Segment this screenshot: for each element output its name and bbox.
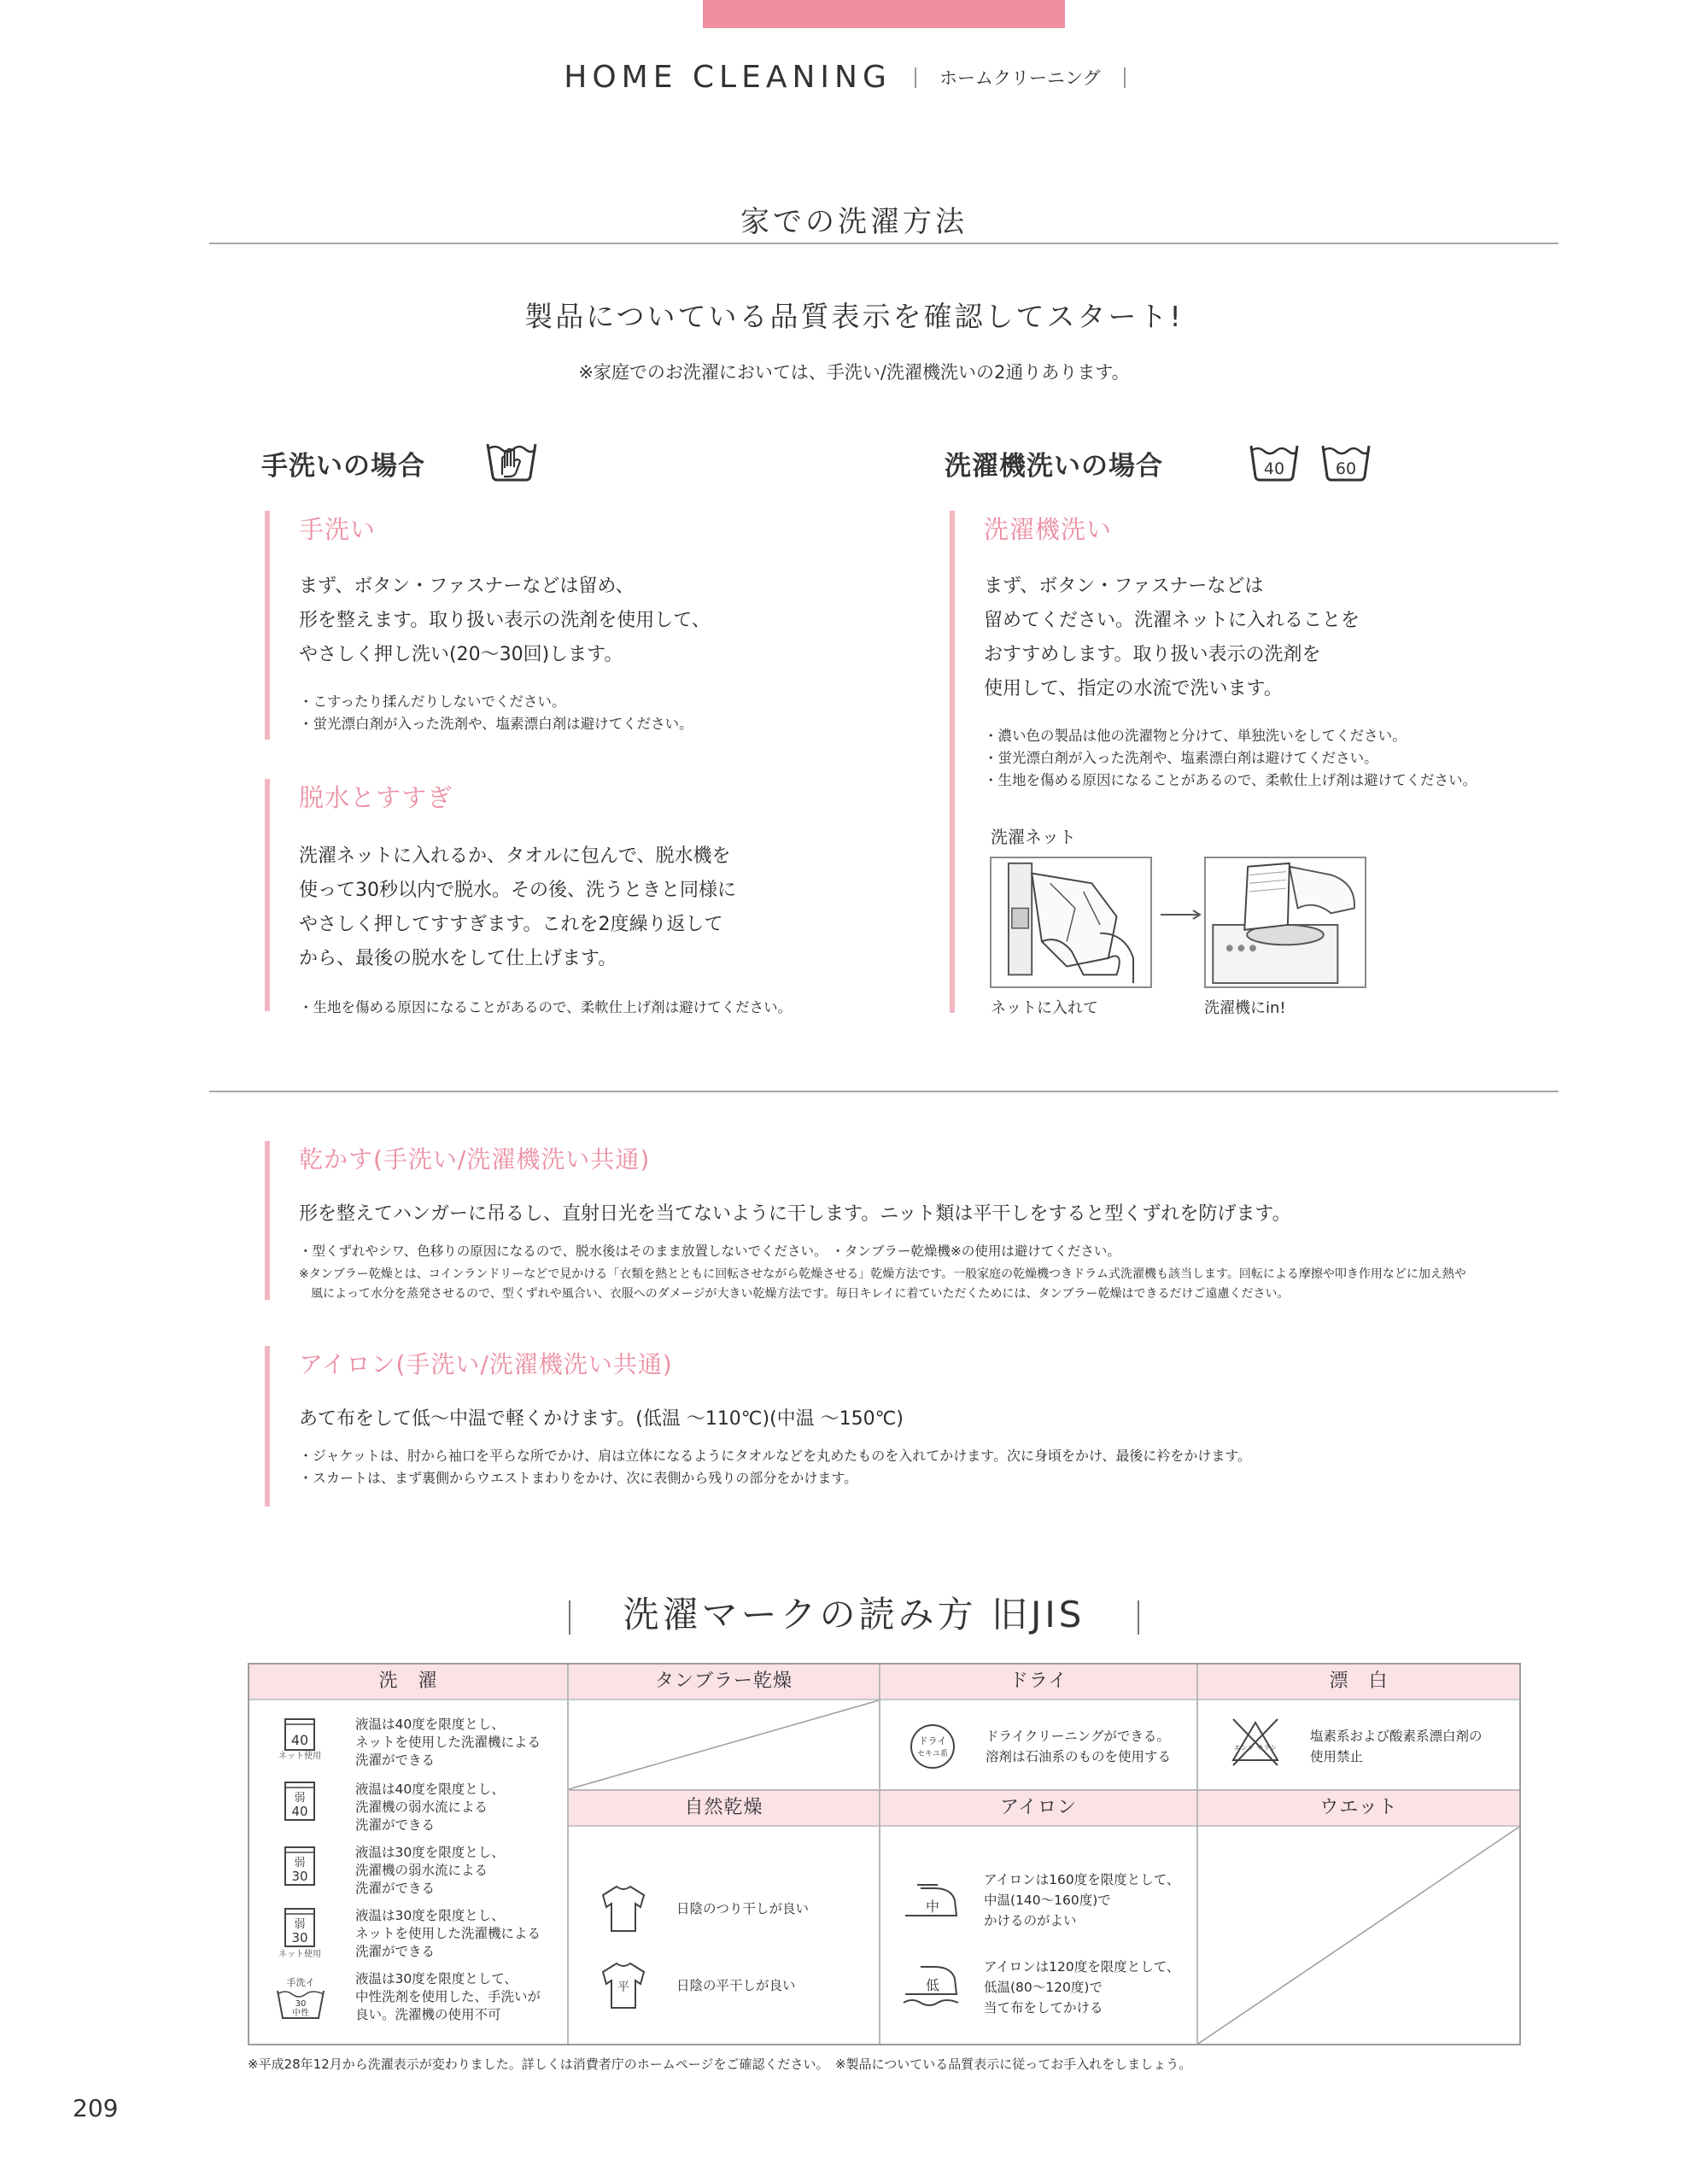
svg-text:ネット使用: ネット使用: [278, 1752, 321, 1761]
wash-weak-40-icon: [282, 1779, 319, 1823]
lead-text: 製品についている品質表示を確認してスタート!: [524, 300, 1184, 333]
hand-wash-icon: [485, 439, 538, 483]
note-line: ・生地を傷める原因になることがあるので、柔軟仕上げ剤は避けてください。: [299, 999, 793, 1015]
body-line: まず、ボタン・ファスナーなどは: [984, 576, 1264, 597]
row-line: 中温(140〜160度)で: [984, 1893, 1111, 1908]
iron-body: あて布をして低〜中温で軽くかけます。(低温 〜110℃)(中温 〜150℃): [299, 1408, 904, 1430]
row-line: 洗濯機の弱水流による: [355, 1799, 488, 1815]
svg-text:弱: 弱: [294, 1792, 306, 1805]
row-line: 洗濯ができる: [355, 1944, 436, 1959]
svg-text:低: 低: [925, 1977, 940, 1993]
spin-rinse-subtitle: 脱水とすすぎ: [299, 783, 453, 812]
row-line: 洗濯ができる: [355, 1817, 436, 1833]
caption-machine-in: 洗濯機にin!: [1204, 999, 1286, 1017]
body-line: やさしく押してすすぎます。これを2度繰り返して: [299, 914, 723, 935]
row-line: ドライクリーニングができる。: [986, 1729, 1170, 1744]
wash-row-5-text: [355, 1970, 541, 2024]
iron-notes: [299, 1445, 1251, 1489]
row-line: 洗濯機の弱水流による: [355, 1863, 488, 1878]
row-line: かけるのがよい: [984, 1913, 1077, 1928]
body-line: から、最後の脱水をして仕上げます。: [299, 948, 617, 969]
header-separator: [915, 67, 916, 88]
old-jis-title-text: 洗濯マークの読み方: [623, 1594, 977, 1635]
svg-text:弱: 弱: [294, 1918, 306, 1931]
spin-rinse-notes: [299, 997, 792, 1019]
row-line: 塩素系および酸素系漂白剤の: [1310, 1729, 1483, 1744]
svg-text:手洗イ: 手洗イ: [286, 1977, 315, 1988]
body-line: 使って30秒以内で脱水。その後、洗うときと同様に: [299, 880, 736, 901]
note-line: ・型くずれやシワ、色移りの原因になるので、脱水後はそのまま放置しないでください。 ・タンブラー乾燥機※の使用は避けてください。: [299, 1243, 1120, 1259]
row-line: 溶剤は石油系のものを使用する: [986, 1749, 1172, 1764]
dry-notes: [299, 1242, 1466, 1304]
wash-weak-30-net-icon: [278, 1905, 321, 1959]
header-tumble-dry: タンブラー乾燥: [569, 1665, 879, 1700]
iron-medium-icon: [900, 1880, 963, 1926]
svg-text:30: 30: [291, 1869, 308, 1884]
section-title: 家での洗濯方法: [740, 205, 968, 239]
svg-text:40: 40: [291, 1804, 308, 1819]
line-dry-shade-icon: [598, 1881, 649, 1936]
svg-text:弱: 弱: [294, 1857, 306, 1869]
row-line: 液温は40度を限度とし、: [355, 1782, 505, 1797]
iron-medium-text: [984, 1869, 1179, 1931]
body-line: まず、ボタン・ファスナーなどは留め、: [299, 576, 635, 597]
hand-wash-notes: [299, 691, 711, 735]
page-number: 209: [73, 2094, 119, 2122]
machine-wash-subtitle: 洗濯機洗い: [984, 515, 1113, 544]
svg-text:40: 40: [1263, 459, 1285, 478]
machine-illustration: [1204, 857, 1366, 988]
hand-wash-heading: 手洗いの場合: [261, 451, 425, 482]
iron-low-text: [984, 1957, 1179, 2018]
header-bleach: 漂 白: [1198, 1665, 1519, 1700]
tumble-dry-empty-cell: [569, 1700, 879, 1789]
note-line: 風によって水分を蒸発させるので、型くずれや風合い、衣服へのダメージが大きい乾燥方法です。毎日キレイに着ていただくためには、タンブラー乾燥はできるだけご遠慮ください。: [299, 1287, 1290, 1301]
iron-subtitle: アイロン(手洗い/洗濯機洗い共通): [299, 1350, 673, 1378]
old-jis-badge: 旧JIS: [991, 1587, 1085, 1638]
wash-weak-30-icon: [282, 1844, 319, 1888]
net-illustration: [990, 857, 1152, 988]
wash-row-3-text: [355, 1844, 505, 1898]
wash-row-1-text: [355, 1716, 541, 1770]
note-line: ・蛍光漂白剤が入った洗剤や、塩素漂白剤は避けてください。: [299, 716, 693, 732]
arrow-right-icon: [1159, 909, 1203, 921]
spin-rinse-block: [265, 779, 793, 1015]
row-line: アイロンは120度を限度として、: [984, 1959, 1180, 1975]
row-line: 液温は40度を限度とし、: [355, 1717, 505, 1732]
page-header: [0, 60, 1708, 95]
row-line: 中性洗剤を使用した、手洗いが: [355, 1989, 541, 2004]
header-separator-end: [1124, 67, 1126, 88]
title-bar-right: [1138, 1600, 1139, 1635]
machine-wash-body: [984, 570, 1477, 706]
svg-text:ドライ: ドライ: [918, 1735, 947, 1747]
row-line: 液温は30度を限度とし、: [355, 1845, 505, 1860]
dry-clean-text: [986, 1726, 1171, 1767]
dry-body: 形を整えてハンガーに吊るし、直射日光を当てないように干します。ニット類は平干しをすると型くずれを防げます。: [299, 1203, 1291, 1225]
caption-put-in-net: ネットに入れて: [991, 999, 1098, 1017]
row-line: アイロンは160度を限度として、: [984, 1872, 1180, 1887]
header-wash: 洗 濯: [249, 1665, 567, 1700]
hand-wash-body: [299, 570, 711, 672]
wash-row-4-text: [355, 1907, 541, 1961]
dry-subtitle: 乾かす(手洗い/洗濯機洗い共通): [299, 1145, 651, 1173]
note-line: ・ジャケットは、肘から袖口を平らな所でかけ、肩は立体になるようにタオルなどを丸めたものを入れてかけます。次に身頃をかけ、最後に衿をかけます。: [299, 1448, 1252, 1464]
line-dry-text: 日陰のつり干しが良い: [676, 1901, 810, 1916]
footnote: ※平成28年12月から洗濯表示が変わりました。詳しくは消費者庁のホームページをご確認ください。 ※製品についている品質表示に従ってお手入れをしましょう。: [248, 2057, 1192, 2072]
row-line: 液温は30度を限度として、: [355, 1971, 518, 1986]
hand-wash-subtitle: 手洗い: [299, 515, 377, 544]
body-line: 留めてください。洗濯ネットに入れることを: [984, 610, 1360, 631]
wash-row-2-text: [355, 1781, 505, 1834]
care-label-table: [248, 1663, 1521, 2045]
header-wet: ウエット: [1198, 1789, 1519, 1827]
header-title-en: HOME CLEANING: [564, 60, 892, 95]
hand-wash-30-neutral-icon: [275, 1975, 326, 2023]
wet-empty-cell: [1198, 1827, 1519, 2044]
svg-text:中性: 中性: [292, 2009, 309, 2018]
machine-wash-heading: 洗濯機洗いの場合: [945, 451, 1163, 482]
iron-block: [265, 1346, 1251, 1507]
title-bar-left: [569, 1600, 570, 1635]
svg-text:30: 30: [295, 1999, 307, 2009]
row-line: 洗濯ができる: [355, 1752, 436, 1768]
note-line: ※タンブラー乾燥とは、コインランドリーなどで見かける「衣類を熱とともに回転させながら乾燥させる」乾燥方法です。一般家庭の乾燥機つきドラム式洗濯機も該当します。回転による摩擦や叩き作用などに加え熱や: [299, 1267, 1466, 1281]
section-rule-top: [209, 243, 1559, 244]
flat-dry-shade-icon: [598, 1958, 649, 2013]
old-jis-title: [0, 1587, 1708, 1638]
header-title-jp: ホームクリーニング: [939, 67, 1101, 89]
svg-text:平: 平: [617, 1981, 629, 1994]
svg-text:エンソ サラシ: エンソ サラシ: [1233, 1744, 1278, 1752]
lead-note: ※家庭でのお洗濯においては、手洗い/洗濯機洗いの2通りあります。: [578, 362, 1130, 383]
wash-60-icon: [1320, 441, 1372, 482]
section-rule-middle: [209, 1091, 1559, 1092]
svg-text:中: 中: [925, 1899, 940, 1915]
body-line: 形を整えます。取り扱い表示の洗剤を使用して、: [299, 610, 711, 631]
row-line: 液温は30度を限度とし、: [355, 1908, 505, 1923]
header-iron: アイロン: [880, 1789, 1196, 1827]
no-chlorine-bleach-icon: [1228, 1716, 1283, 1767]
body-line: やさしく押し洗い(20〜30回)します。: [299, 644, 623, 665]
row-line: 使用禁止: [1310, 1749, 1364, 1764]
svg-text:60: 60: [1335, 459, 1357, 478]
iron-low-cloth-icon: [900, 1962, 963, 2011]
row-line: 洗濯ができる: [355, 1881, 436, 1896]
body-line: 使用して、指定の水流で洗います。: [984, 678, 1283, 699]
note-line: ・生地を傷める原因になることがあるので、柔軟仕上げ剤は避けてください。: [984, 772, 1477, 788]
spin-rinse-body: [299, 840, 792, 976]
wash-net-title: 洗濯ネット: [991, 827, 1076, 847]
svg-text:ネット使用: ネット使用: [278, 1950, 321, 1959]
col-line: [879, 1665, 880, 2044]
row-line: 当て布をしてかける: [984, 2000, 1103, 2016]
top-accent-tab: [703, 0, 1065, 28]
row-line: ネットを使用した洗濯機による: [355, 1735, 541, 1750]
hand-wash-block: [265, 511, 711, 740]
header-dry-clean: ドライ: [880, 1665, 1196, 1700]
bleach-text: [1310, 1726, 1483, 1767]
note-line: ・スカートは、まず裏側からウエストまわりをかけ、次に表側から残りの部分をかけます。: [299, 1470, 858, 1486]
body-line: おすすめします。取り扱い表示の洗剤を: [984, 644, 1321, 665]
body-line: 洗濯ネットに入れるか、タオルに包んで、脱水機を: [299, 845, 731, 867]
row-line: ネットを使用した洗濯機による: [355, 1926, 541, 1941]
wash-40-icon: [1249, 441, 1300, 482]
machine-wash-notes: [984, 725, 1477, 792]
flat-dry-text: 日陰の平干しが良い: [676, 1978, 796, 1993]
svg-text:セキユ系: セキユ系: [916, 1750, 949, 1758]
dry-block: [265, 1141, 1466, 1300]
dry-clean-petroleum-icon: [909, 1723, 956, 1770]
row-line: 低温(80〜120度)で: [984, 1980, 1103, 1995]
svg-text:40: 40: [290, 1732, 309, 1748]
svg-text:30: 30: [291, 1930, 308, 1945]
row-line: 良い。洗濯機の使用不可: [355, 2007, 501, 2022]
note-line: ・濃い色の製品は他の洗濯物と分けて、単独洗いをしてください。: [984, 728, 1407, 744]
note-line: ・蛍光漂白剤が入った洗剤や、塩素漂白剤は避けてください。: [984, 750, 1378, 766]
note-line: ・こすったり揉んだりしないでください。: [299, 693, 566, 710]
header-natural-dry: 自然乾燥: [569, 1789, 879, 1827]
wash-40-net-icon: [278, 1716, 321, 1761]
